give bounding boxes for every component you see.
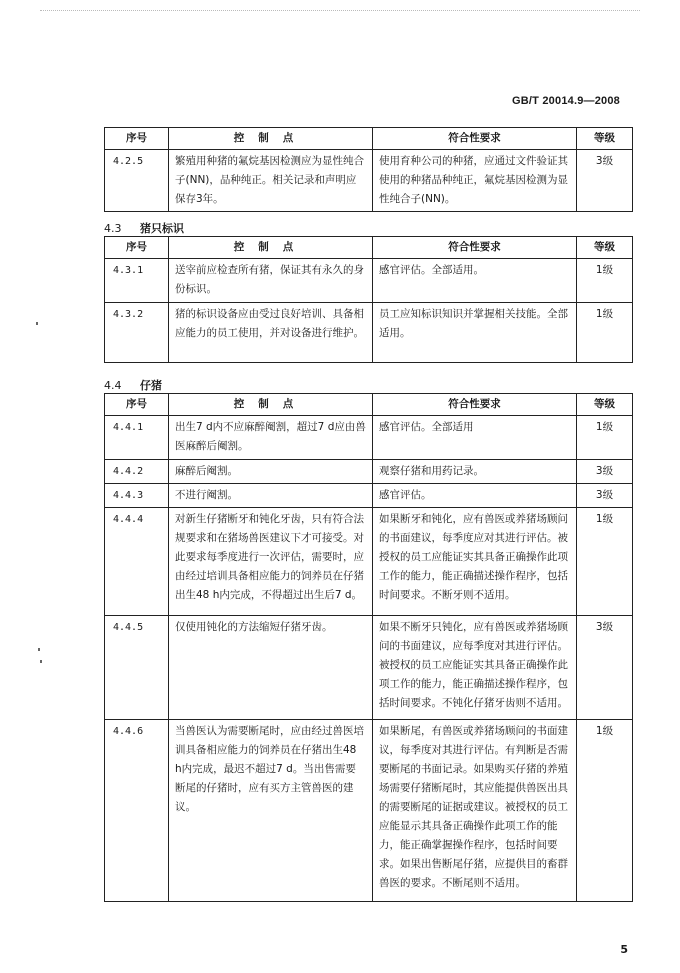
- row-num: 4.2.5: [105, 150, 169, 212]
- table-row: [105, 460, 633, 484]
- row-req: 感官评估。全部适用: [373, 416, 577, 460]
- header-seq: 序号: [105, 237, 169, 259]
- row-grade: 3级: [577, 484, 633, 508]
- row-grade: 3级: [577, 150, 633, 212]
- row-control: 当兽医认为需要断尾时，应由经过兽医培训具备相应能力的饲养员在仔猪出生48 h内完成，最迟不超过7 d。当出售需要断尾的仔猪时，应有买方主管兽医的建议。: [169, 720, 373, 902]
- scan-margin-mark: [40, 660, 42, 663]
- table-4-2: [104, 127, 633, 212]
- table-row: [105, 508, 633, 616]
- row-req: 观察仔猪和用药记录。: [373, 460, 577, 484]
- row-control: 不进行阉割。: [169, 484, 373, 508]
- row-req: 员工应知标识知识并掌握相关技能。全部适用。: [373, 303, 577, 363]
- header-control: 控制点: [169, 237, 373, 259]
- scan-artifact-line: [40, 10, 640, 13]
- table-row: [105, 303, 633, 363]
- table-row: [105, 616, 633, 720]
- table-row: [105, 720, 633, 902]
- table-header-row: [105, 128, 633, 150]
- row-req: 感官评估。: [373, 484, 577, 508]
- scan-margin-mark: [36, 322, 38, 325]
- section-4-3-heading: [104, 220, 184, 236]
- row-control: 繁殖用种猪的氟烷基因检测应为显性纯合子(NN)，品种纯正。相关记录和声明应保存3年。: [169, 150, 373, 212]
- row-num: 4.4.2: [105, 460, 169, 484]
- table-row: [105, 150, 633, 212]
- header-req: 符合性要求: [373, 394, 577, 416]
- header-control: 控制点: [169, 128, 373, 150]
- header-grade: 等级: [577, 237, 633, 259]
- table-header-row: [105, 394, 633, 416]
- header-seq: 序号: [105, 394, 169, 416]
- row-control: 仅使用钝化的方法缩短仔猪牙齿。: [169, 616, 373, 720]
- row-grade: 1级: [577, 259, 633, 303]
- section-number: 4.3: [104, 222, 122, 235]
- row-grade: 3级: [577, 460, 633, 484]
- header-grade: 等级: [577, 128, 633, 150]
- header-grade: 等级: [577, 394, 633, 416]
- table-header-row: [105, 237, 633, 259]
- row-control: 出生7 d内不应麻醉阉割，超过7 d应由兽医麻醉后阉割。: [169, 416, 373, 460]
- header-seq: 序号: [105, 128, 169, 150]
- row-grade: 1级: [577, 720, 633, 902]
- section-title: 仔猪: [140, 379, 162, 392]
- row-num: 4.3.2: [105, 303, 169, 363]
- row-num: 4.3.1: [105, 259, 169, 303]
- section-number: 4.4: [104, 379, 122, 392]
- section-4-4-heading: [104, 377, 162, 393]
- table-row: [105, 259, 633, 303]
- table-row: [105, 484, 633, 508]
- row-req: 使用育种公司的种猪，应通过文件验证其使用的种猪品种纯正，氟烷基因检测为显性纯合子(NN)。: [373, 150, 577, 212]
- row-req: 如果断尾，有兽医或养猪场顾问的书面建议，每季度对其进行评估。有判断是否需要断尾的书面记录。如果购买仔猪的养殖场需要仔猪断尾时，其应能提供兽医出具的需要断尾的证据或建议。被授权的员工应能显示其具备正确操作此项工作的能力，能正确掌握操作程序，包括时间要求。如果出售断尾仔猪，应提供目的畜群兽医的要求。不断尾则不适用。: [373, 720, 577, 902]
- header-req: 符合性要求: [373, 128, 577, 150]
- row-control: 猪的标识设备应由受过良好培训、具备相应能力的员工使用，并对设备进行维护。: [169, 303, 373, 363]
- row-grade: 1级: [577, 416, 633, 460]
- row-grade: 3级: [577, 616, 633, 720]
- header-req: 符合性要求: [373, 237, 577, 259]
- row-num: 4.4.1: [105, 416, 169, 460]
- row-req: 感官评估。全部适用。: [373, 259, 577, 303]
- table-row: [105, 416, 633, 460]
- row-control: 麻醉后阉割。: [169, 460, 373, 484]
- standard-number: GB/T 20014.9—2008: [512, 95, 620, 107]
- row-req: 如果断牙和钝化，应有兽医或养猪场顾问的书面建议，每季度应对其进行评估。被授权的员工应能证实其具备正确操作此项工作的能力，能正确描述操作程序，包括时间要求。不断牙则不适用。: [373, 508, 577, 616]
- table-4-3: [104, 236, 633, 363]
- row-num: 4.4.5: [105, 616, 169, 720]
- row-grade: 1级: [577, 303, 633, 363]
- row-num: 4.4.6: [105, 720, 169, 902]
- row-num: 4.4.4: [105, 508, 169, 616]
- row-control: 对新生仔猪断牙和钝化牙齿，只有符合法规要求和在猪场兽医建议下才可接受。对此要求每季度进行一次评估，需要时，应由经过培训具备相应能力的饲养员在仔猪出生48 h内完成，不得超过出生后7 d。: [169, 508, 373, 616]
- row-num: 4.4.3: [105, 484, 169, 508]
- section-title: 猪只标识: [140, 222, 184, 235]
- table-4-4: [104, 393, 633, 902]
- row-req: 如果不断牙只钝化，应有兽医或养猪场顾问的书面建议，应每季度对其进行评估。被授权的员工应能证实其具备正确操作此项工作的能力，能正确描述操作程序，包括时间要求。不钝化仔猪牙齿则不适用。: [373, 616, 577, 720]
- row-control: 送宰前应检查所有猪，保证其有永久的身份标识。: [169, 259, 373, 303]
- header-control: 控制点: [169, 394, 373, 416]
- page-number: 5: [620, 943, 628, 956]
- row-grade: 1级: [577, 508, 633, 616]
- scan-margin-mark: [38, 648, 40, 651]
